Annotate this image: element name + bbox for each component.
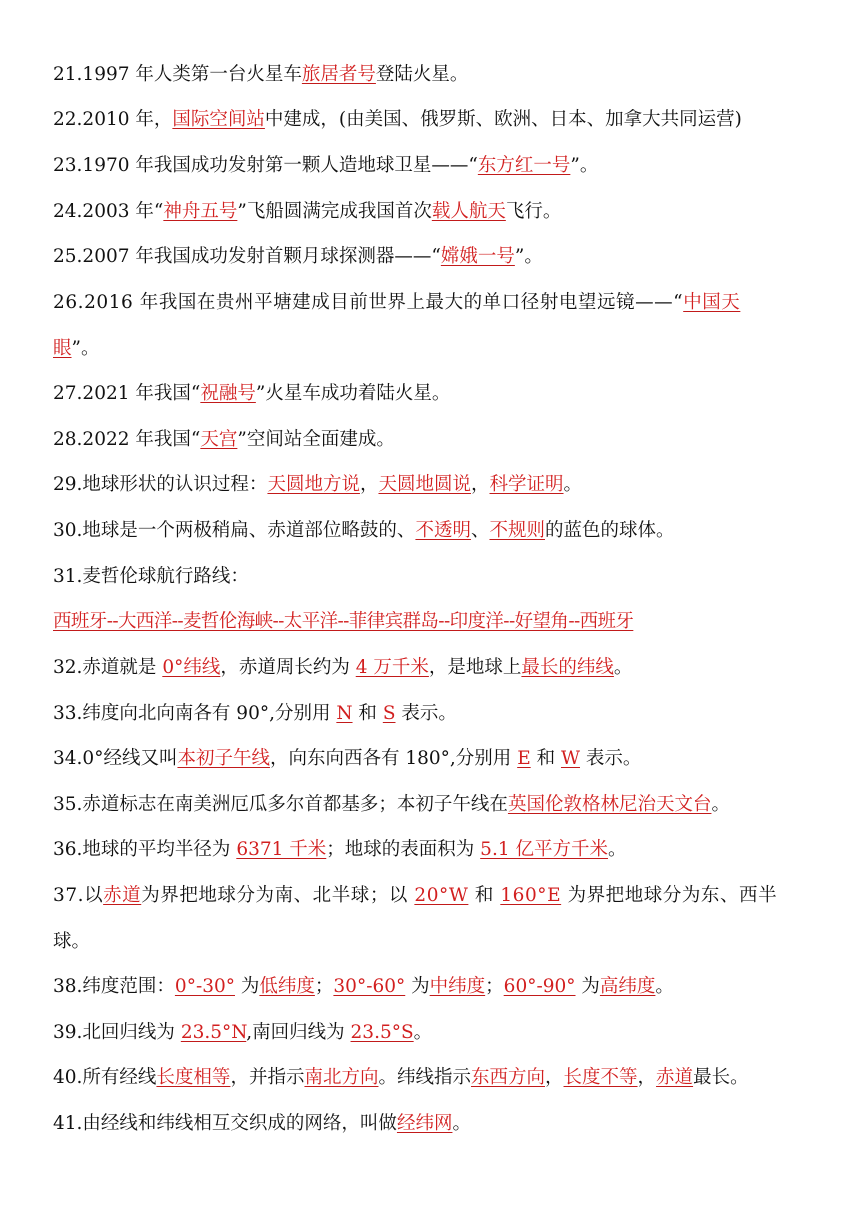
question-text: 。 xyxy=(413,1022,433,1043)
question-text: 。 xyxy=(711,794,730,815)
answer-text: 最长的纬线 xyxy=(521,657,614,678)
question-text: ，是地球上 xyxy=(428,657,522,678)
question-text: ,南回归线为 xyxy=(246,1022,351,1043)
text-line xyxy=(53,702,823,726)
answer-text: 5.1 亿平方千米 xyxy=(480,839,608,860)
text-line xyxy=(53,519,823,543)
text-line xyxy=(53,428,823,452)
text-line xyxy=(53,154,823,178)
question-text: 。 xyxy=(613,657,633,678)
question-text: ；地球的表面积为 xyxy=(326,839,481,860)
text-line xyxy=(53,382,823,406)
answer-text: 天圆地圆说 xyxy=(378,474,471,495)
question-text: ”飞船圆满完成我国首次 xyxy=(237,201,432,222)
question-text: 23.1970 年我国成功发射第一颗人造地球卫星——“ xyxy=(53,155,478,176)
answer-text: S xyxy=(382,703,396,724)
answer-text: 160°E xyxy=(500,885,562,906)
answer-text: 高纬度 xyxy=(599,976,656,997)
answer-text: E xyxy=(517,748,531,769)
text-line xyxy=(53,793,823,817)
question-text: ， xyxy=(470,474,490,495)
text-line xyxy=(53,656,823,680)
text-line xyxy=(53,1021,823,1045)
answer-text: 天宫 xyxy=(200,429,238,450)
answer-text: 东西方向 xyxy=(470,1067,545,1088)
question-text: ，赤道周长约为 xyxy=(220,657,356,678)
answer-text: 60°-90° xyxy=(503,976,576,997)
text-line xyxy=(53,747,823,771)
question-text: 39.北回归线为 xyxy=(53,1022,181,1043)
text-line xyxy=(53,930,823,954)
answer-text: 不透明 xyxy=(415,520,471,541)
answer-text: 科学证明 xyxy=(489,474,564,495)
answer-text: 20°W xyxy=(414,885,469,906)
question-text: 。 xyxy=(655,976,674,997)
question-text: 40.所有经线 xyxy=(53,1067,157,1088)
answer-text: 嫦娥一号 xyxy=(440,246,515,267)
question-text: 34.0°经线又叫 xyxy=(53,748,178,769)
answer-text: 旅居者号 xyxy=(301,64,376,85)
answer-text: 西班牙--大西洋--麦哲伦海峡--太平洋--菲律宾群岛--印度洋--好望角--西班牙 xyxy=(53,611,634,632)
answer-text: 23.5°N xyxy=(180,1022,247,1043)
text-line xyxy=(53,473,823,497)
text-line xyxy=(53,291,823,315)
question-text: 37.以 xyxy=(53,885,104,906)
question-text: 28.2022 年我国“ xyxy=(53,429,201,450)
question-text: 表示。 xyxy=(579,748,642,769)
question-text: ， xyxy=(359,474,379,495)
question-text: ， xyxy=(637,1067,657,1088)
answer-text: 中国天 xyxy=(683,292,741,313)
answer-text: 赤道 xyxy=(103,885,142,906)
answer-text: W xyxy=(560,748,580,769)
question-text: 35.赤道标志在南美洲厄瓜多尔首都基多；本初子午线在 xyxy=(53,794,508,815)
answer-text: 神舟五号 xyxy=(163,201,238,222)
question-text: ，并指示 xyxy=(230,1067,305,1088)
answer-text: 6371 千米 xyxy=(236,839,327,860)
question-text: 36.地球的平均半径为 xyxy=(53,839,237,860)
question-text: 为 xyxy=(575,976,600,997)
question-text: ”。 xyxy=(71,338,100,359)
question-text: 飞行。 xyxy=(505,201,562,222)
text-line xyxy=(53,1066,823,1090)
question-text: 球。 xyxy=(53,931,91,952)
text-line xyxy=(53,200,823,224)
question-text: 最长。 xyxy=(693,1067,749,1088)
answer-text: 长度相等 xyxy=(156,1067,231,1088)
question-text: 30.地球是一个两极稍扁、赤道部位略鼓的、 xyxy=(53,520,416,541)
question-text: 登陆火星。 xyxy=(375,64,469,85)
answer-text: 4 万千米 xyxy=(355,657,429,678)
question-text: ”空间站全面建成。 xyxy=(237,429,395,450)
answer-text: 载人航天 xyxy=(431,201,506,222)
answer-text: 长度不等 xyxy=(563,1067,638,1088)
text-line xyxy=(53,1112,823,1136)
question-text: 25.2007 年我国成功发射首颗月球探测器——“ xyxy=(53,246,441,267)
question-text: 中建成，(由美国、俄罗斯、欧洲、日本、加拿大共同运营) xyxy=(264,109,742,130)
answer-text: N xyxy=(336,703,353,724)
answer-text: 经纬网 xyxy=(396,1113,453,1134)
text-line xyxy=(53,245,823,269)
answer-text: 0°纬线 xyxy=(162,657,221,678)
answer-text: 眼 xyxy=(53,338,72,359)
question-text: ， xyxy=(545,1067,564,1088)
question-text: 和 xyxy=(352,703,383,724)
answer-text: 南北方向 xyxy=(304,1067,379,1088)
text-line xyxy=(53,63,823,87)
answer-text: 祝融号 xyxy=(200,383,256,404)
question-text: 33.纬度向北向南各有 90°,分别用 xyxy=(53,703,337,724)
question-text: 为界把地球分为南、北半球；以 xyxy=(141,885,415,906)
answer-text: 本初子午线 xyxy=(177,748,270,769)
question-text: 。 xyxy=(452,1113,471,1134)
text-line xyxy=(53,610,823,634)
question-text: 38.纬度范围： xyxy=(53,976,175,997)
question-text: 。 xyxy=(607,839,627,860)
question-text: 31.麦哲伦球航行路线： xyxy=(53,566,249,587)
question-text: 、 xyxy=(470,520,490,541)
question-text: 24.2003 年“ xyxy=(53,201,164,222)
text-line xyxy=(53,337,823,361)
answer-text: 东方红一号 xyxy=(477,155,571,176)
answer-text: 0°-30° xyxy=(174,976,235,997)
question-text: 为界把地球分为东、西半 xyxy=(561,885,778,906)
question-text: 22.2010 年， xyxy=(53,109,173,130)
question-text: 27.2021 年我国“ xyxy=(53,383,201,404)
question-text: 29.地球形状的认识过程： xyxy=(53,474,268,495)
answer-text: 不规则 xyxy=(489,520,545,541)
question-text: 表示。 xyxy=(395,703,457,724)
answer-text: 30°-60° xyxy=(333,976,406,997)
text-line xyxy=(53,975,823,999)
answer-text: 低纬度 xyxy=(259,976,315,997)
answer-text: 英国伦敦格林尼治天文台 xyxy=(507,794,712,815)
question-text: ； xyxy=(485,976,504,997)
question-text: ，向东向西各有 180°,分别用 xyxy=(269,748,518,769)
text-line xyxy=(53,884,823,908)
question-text: 21.1997 年人类第一台火星车 xyxy=(53,64,302,85)
question-text: 为 xyxy=(234,976,260,997)
question-text: 32.赤道就是 xyxy=(53,657,163,678)
answer-text: 国际空间站 xyxy=(172,109,265,130)
question-text: ； xyxy=(314,976,334,997)
answer-text: 赤道 xyxy=(656,1067,694,1088)
text-line xyxy=(53,838,823,862)
question-text: 的蓝色的球体。 xyxy=(544,520,675,541)
question-text: 和 xyxy=(468,885,501,906)
answer-text: 23.5°S xyxy=(350,1022,414,1043)
answer-text: 中纬度 xyxy=(429,976,486,997)
answer-text: 天圆地方说 xyxy=(267,474,360,495)
question-text: ”。 xyxy=(514,246,543,267)
question-text: ”。 xyxy=(570,155,599,176)
question-text: 和 xyxy=(530,748,561,769)
text-line xyxy=(53,108,823,132)
question-text: 41.由经线和纬线相互交织成的网络，叫做 xyxy=(53,1113,397,1134)
text-line xyxy=(53,565,823,589)
question-text: 。 xyxy=(563,474,583,495)
question-text: 26.2016 年我国在贵州平塘建成目前世界上最大的单口径射电望远镜——“ xyxy=(53,292,684,313)
question-text: 为 xyxy=(405,976,430,997)
question-text: 。纬线指示 xyxy=(378,1067,471,1088)
question-text: ”火星车成功着陆火星。 xyxy=(255,383,451,404)
